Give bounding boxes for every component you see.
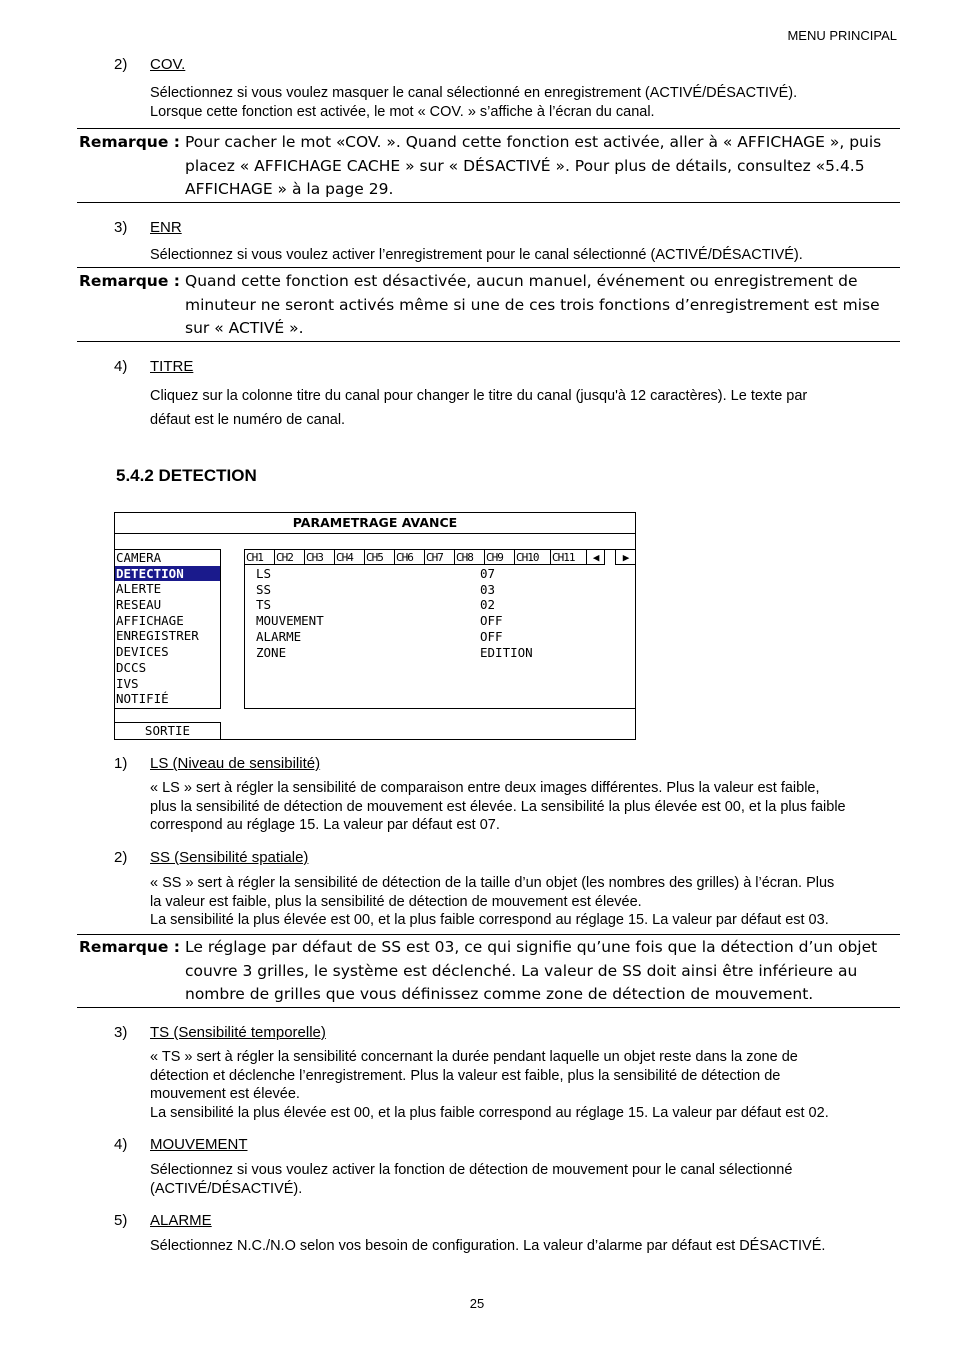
channel-tabs bbox=[245, 550, 636, 566]
setting-value[interactable]: OFF bbox=[480, 628, 503, 644]
note-line: sur « ACTIVÉ ». bbox=[185, 319, 304, 337]
tab-ch6[interactable]: CH6 bbox=[395, 550, 425, 565]
text-line: Sélectionnez si vous voulez masquer le canal sélectionné en enregistrement (ACTIVÉ/DÉSACTIVÉ). bbox=[150, 85, 798, 101]
tab-ch9[interactable]: CH9 bbox=[485, 550, 515, 565]
sidebar-item-reseau[interactable]: RESEAU bbox=[116, 597, 162, 613]
text-line: plus la sensibilité de détection de mouvement est élevée. La sensibilité la plus élevée est 00, et la plus faible bbox=[150, 798, 846, 815]
menu-title: PARAMETRAGE AVANCE bbox=[115, 513, 635, 534]
item-number: 2) bbox=[114, 849, 128, 866]
item-number: 1) bbox=[114, 755, 128, 772]
text-line: (ACTIVÉ/DÉSACTIVÉ). bbox=[150, 1180, 303, 1197]
setting-label: ALARME bbox=[256, 628, 302, 644]
setting-value[interactable]: 03 bbox=[480, 581, 496, 597]
text-line: Lorsque cette fonction est activée, le mot « COV. » s’affiche à l’écran du canal. bbox=[150, 103, 655, 120]
page-header: MENU PRINCIPAL bbox=[787, 28, 897, 43]
note-line: Pour cacher le mot «COV. ». Quand cette fonction est activée, aller à « AFFICHAGE », puis bbox=[185, 133, 882, 151]
divider bbox=[77, 934, 900, 935]
setting-row-alarme[interactable] bbox=[245, 629, 636, 645]
divider bbox=[77, 267, 900, 268]
item-title-ts: TS (Sensibilité temporelle) bbox=[150, 1024, 326, 1041]
note-line: nombre de grilles que vous définissez comme zone de détection de mouvement. bbox=[185, 985, 814, 1003]
setting-row-zone[interactable] bbox=[245, 645, 636, 661]
divider bbox=[77, 1007, 900, 1008]
note-text bbox=[185, 131, 901, 202]
note-line: Quand cette fonction est désactivée, aucun manuel, événement ou enregistrement de bbox=[185, 272, 858, 290]
setting-value[interactable]: 02 bbox=[480, 597, 496, 613]
text-line: « TS » sert à régler la sensibilité concernant la durée pendant laquelle un objet reste dans la zone de bbox=[150, 1049, 798, 1065]
note-label: Remarque : bbox=[79, 272, 180, 290]
setting-row-mouvement[interactable] bbox=[245, 613, 636, 629]
text-line: La sensibilité la plus élevée est 00, et la plus faible correspond au réglage 15. La valeur par défaut est 02. bbox=[150, 1104, 829, 1121]
menu-sidebar bbox=[115, 549, 221, 709]
item-text bbox=[150, 1237, 902, 1256]
prev-arrow-icon[interactable]: ◀ bbox=[587, 550, 605, 565]
text-line: Sélectionnez si vous voulez activer la fonction de détection de mouvement pour le canal sélectionné bbox=[150, 1162, 793, 1178]
sidebar-item-enregistrer[interactable]: ENREGISTRER bbox=[116, 628, 199, 644]
tab-ch1[interactable]: CH1 bbox=[245, 550, 275, 565]
item-number: 2) bbox=[114, 56, 128, 73]
item-number: 4) bbox=[114, 358, 128, 375]
setting-row-ss[interactable] bbox=[245, 582, 636, 598]
detection-panel bbox=[244, 549, 636, 709]
item-title-ls: LS (Niveau de sensibilité) bbox=[150, 755, 321, 772]
note-line: Le réglage par défaut de SS est 03, ce qui signifie qu’une fois que la détection d’un objet bbox=[185, 938, 878, 956]
note-enr bbox=[77, 270, 900, 340]
setting-label: ZONE bbox=[256, 644, 287, 660]
sidebar-item-alerte[interactable]: ALERTE bbox=[116, 581, 162, 597]
note-line: placez « AFFICHAGE CACHE » sur « DÉSACTIVÉ ». Pour plus de détails, consultez «5.4.5 bbox=[185, 156, 865, 175]
item-title-mouvement: MOUVEMENT bbox=[150, 1136, 248, 1153]
setting-label: MOUVEMENT bbox=[256, 613, 324, 629]
sidebar-item-detection[interactable]: DETECTION bbox=[115, 566, 220, 582]
item-title-titre: TITRE bbox=[150, 358, 194, 375]
text-line: « SS » sert à régler la sensibilité de détection de la taille d’un objet (les nombres des grilles) à l’écran. Plus bbox=[150, 875, 835, 891]
item-text bbox=[150, 1161, 902, 1198]
text-line: Cliquez sur la colonne titre du canal pour changer le titre du canal (jusqu'à 12 caractères). Le texte par bbox=[150, 388, 808, 404]
divider bbox=[77, 341, 900, 342]
item-text bbox=[150, 779, 902, 835]
advanced-settings-menu bbox=[114, 512, 636, 740]
item-number: 3) bbox=[114, 219, 128, 236]
tab-ch7[interactable]: CH7 bbox=[425, 550, 455, 565]
item-title-ss: SS (Sensibilité spatiale) bbox=[150, 849, 309, 866]
setting-value[interactable]: 07 bbox=[480, 566, 496, 581]
setting-value[interactable]: EDITION bbox=[480, 644, 533, 660]
setting-label: TS bbox=[256, 597, 272, 613]
text-line: « LS » sert à régler la sensibilité de comparaison entre deux images différentes. Plus la valeur est faible, bbox=[150, 780, 820, 796]
note-label: Remarque : bbox=[79, 133, 180, 151]
item-number: 5) bbox=[114, 1212, 128, 1229]
note-line: minuteur ne seront activés même si une de ces trois fonctions d’enregistrement est mise bbox=[185, 295, 880, 314]
item-number: 3) bbox=[114, 1024, 128, 1041]
tab-ch2[interactable]: CH2 bbox=[275, 550, 305, 565]
setting-label: LS bbox=[256, 566, 272, 581]
text-line: mouvement est élevée. bbox=[150, 1086, 300, 1102]
item-title-cov: COV. bbox=[150, 56, 186, 73]
sidebar-item-devices[interactable]: DEVICES bbox=[116, 644, 169, 660]
setting-value[interactable]: OFF bbox=[480, 613, 503, 629]
item-title-enr: ENR bbox=[150, 219, 182, 236]
divider bbox=[77, 128, 900, 129]
text-line: La sensibilité la plus élevée est 00, et la plus faible correspond au réglage 15. La valeur par défaut est 03. bbox=[150, 912, 829, 928]
note-text bbox=[185, 270, 901, 341]
sidebar-item-dccs[interactable]: DCCS bbox=[116, 659, 147, 675]
item-text bbox=[150, 246, 902, 265]
tab-ch3[interactable]: CH3 bbox=[305, 550, 335, 565]
sidebar-item-affichage[interactable]: AFFICHAGE bbox=[116, 612, 184, 628]
text-line: la valeur est faible, plus la sensibilité de détection de mouvement est élevée. bbox=[150, 893, 642, 910]
note-cov bbox=[77, 131, 900, 201]
note-ss bbox=[77, 936, 900, 1006]
text-line: défaut est le numéro de canal. bbox=[150, 412, 346, 428]
text-line: correspond au réglage 15. La valeur par défaut est 07. bbox=[150, 817, 500, 833]
exit-button[interactable]: SORTIE bbox=[115, 722, 221, 739]
note-label: Remarque : bbox=[79, 938, 180, 956]
item-text bbox=[150, 84, 902, 121]
sidebar-item-ivs[interactable]: IVS bbox=[116, 675, 139, 691]
item-number: 4) bbox=[114, 1136, 128, 1153]
item-text bbox=[150, 384, 902, 432]
item-text bbox=[150, 874, 902, 930]
tab-ch5[interactable]: CH5 bbox=[365, 550, 395, 565]
tab-ch8[interactable]: CH8 bbox=[455, 550, 485, 565]
sidebar-item-camera[interactable]: CAMERA bbox=[116, 550, 162, 565]
note-text bbox=[185, 936, 901, 1007]
item-title-alarme: ALARME bbox=[150, 1212, 212, 1229]
item-text bbox=[150, 1048, 902, 1122]
tab-ch4[interactable]: CH4 bbox=[335, 550, 365, 565]
page-number: 25 bbox=[469, 1296, 485, 1311]
text-line: Sélectionnez N.C./N.O selon vos besoin de configuration. La valeur d’alarme par défaut est DÉSACTIVÉ. bbox=[150, 1238, 826, 1254]
section-heading: 5.4.2 DETECTION bbox=[116, 466, 257, 485]
note-line: AFFICHAGE » à la page 29. bbox=[185, 180, 394, 198]
setting-label: SS bbox=[256, 581, 272, 597]
text-line: Sélectionnez si vous voulez activer l’enregistrement pour le canal sélectionné (ACTIVÉ/DÉSACTIVÉ). bbox=[150, 247, 803, 263]
note-line: couvre 3 grilles, le système est déclenché. La valeur de SS doit ainsi être inférieure au bbox=[185, 961, 858, 980]
setting-row-ts[interactable] bbox=[245, 597, 636, 613]
next-arrow-icon[interactable]: ▶ bbox=[615, 550, 636, 565]
tab-ch10[interactable]: CH10 bbox=[515, 550, 551, 565]
divider bbox=[77, 202, 900, 203]
sidebar-item-notifie[interactable]: NOTIFIÉ bbox=[116, 691, 169, 707]
tab-ch11[interactable]: CH11 bbox=[551, 550, 587, 565]
setting-row-ls[interactable] bbox=[245, 566, 636, 582]
text-line: détection et déclenche l’enregistrement. Plus la valeur est faible, plus la sensibilité de détection de bbox=[150, 1067, 781, 1084]
